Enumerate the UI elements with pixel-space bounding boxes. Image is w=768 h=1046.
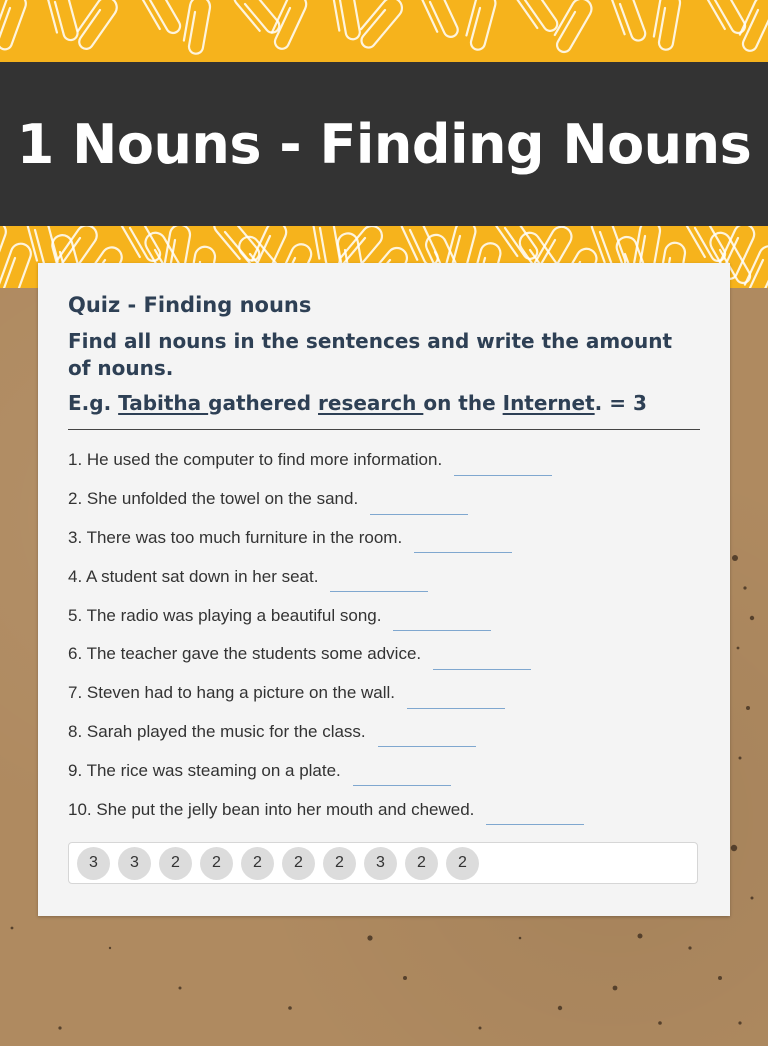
answer-chip[interactable]: 3 (364, 847, 397, 880)
question-text: 4. A student sat down in her seat. (68, 566, 319, 586)
answer-drop-zone[interactable] (433, 651, 531, 670)
answer-chip[interactable]: 2 (282, 847, 315, 880)
question-row (68, 674, 708, 713)
example-noun-1: Tabitha (118, 391, 209, 415)
question-row (68, 596, 708, 635)
answer-chip[interactable]: 2 (159, 847, 192, 880)
answer-drop-zone[interactable] (414, 534, 512, 553)
answer-chip[interactable]: 2 (323, 847, 356, 880)
answer-drop-zone[interactable] (454, 457, 552, 476)
quiz-card (38, 263, 730, 916)
answer-chip[interactable]: 3 (77, 847, 110, 880)
question-row (68, 790, 708, 829)
answer-chip[interactable]: 2 (241, 847, 274, 880)
example-prefix: E.g. (68, 391, 119, 415)
quiz-instruction: Find all nouns in the sentences and write the amount of nouns. (68, 329, 673, 380)
answer-bank (68, 842, 698, 884)
answer-drop-zone[interactable] (393, 612, 491, 631)
page-title: 1 Nouns - Finding Nouns (16, 112, 752, 176)
answer-drop-zone[interactable] (353, 767, 451, 786)
question-text: 3. There was too much furniture in the room. (68, 527, 403, 547)
example-noun-3: Internet (502, 391, 595, 415)
question-row (68, 519, 708, 558)
answer-drop-zone[interactable] (330, 573, 428, 592)
example-text-2: on the (423, 391, 503, 415)
answer-drop-zone[interactable] (407, 690, 505, 709)
quiz-example (68, 391, 647, 415)
question-text: 6. The teacher gave the students some advice. (68, 644, 422, 664)
answer-chip[interactable]: 2 (200, 847, 233, 880)
question-row (68, 713, 708, 752)
question-text: 8. Sarah played the music for the class. (68, 721, 366, 741)
example-noun-2: research (318, 391, 424, 415)
question-row (68, 480, 708, 519)
question-list (68, 441, 708, 829)
quiz-title: Quiz - Finding nouns (68, 293, 312, 317)
question-text: 2. She unfolded the towel on the sand. (68, 489, 359, 509)
question-text: 1. He used the computer to find more information. (68, 450, 443, 470)
question-row (68, 441, 708, 480)
question-text: 7. Steven had to hang a picture on the wall. (68, 683, 396, 703)
answer-drop-zone[interactable] (486, 806, 584, 825)
example-suffix: . = 3 (594, 391, 647, 415)
question-text: 10. She put the jelly bean into her mouth and chewed. (68, 799, 475, 819)
answer-chip[interactable]: 2 (405, 847, 438, 880)
question-row (68, 557, 708, 596)
example-text-1: gathered (208, 391, 319, 415)
question-row (68, 635, 708, 674)
answer-drop-zone[interactable] (378, 728, 476, 747)
answer-chip[interactable]: 3 (118, 847, 151, 880)
divider (68, 429, 700, 430)
question-row (68, 751, 708, 790)
header-banner (0, 62, 768, 226)
question-text: 9. The rice was steaming on a plate. (68, 760, 341, 780)
question-text: 5. The radio was playing a beautiful song. (68, 605, 382, 625)
answer-chip[interactable]: 2 (446, 847, 479, 880)
answer-drop-zone[interactable] (370, 496, 468, 515)
